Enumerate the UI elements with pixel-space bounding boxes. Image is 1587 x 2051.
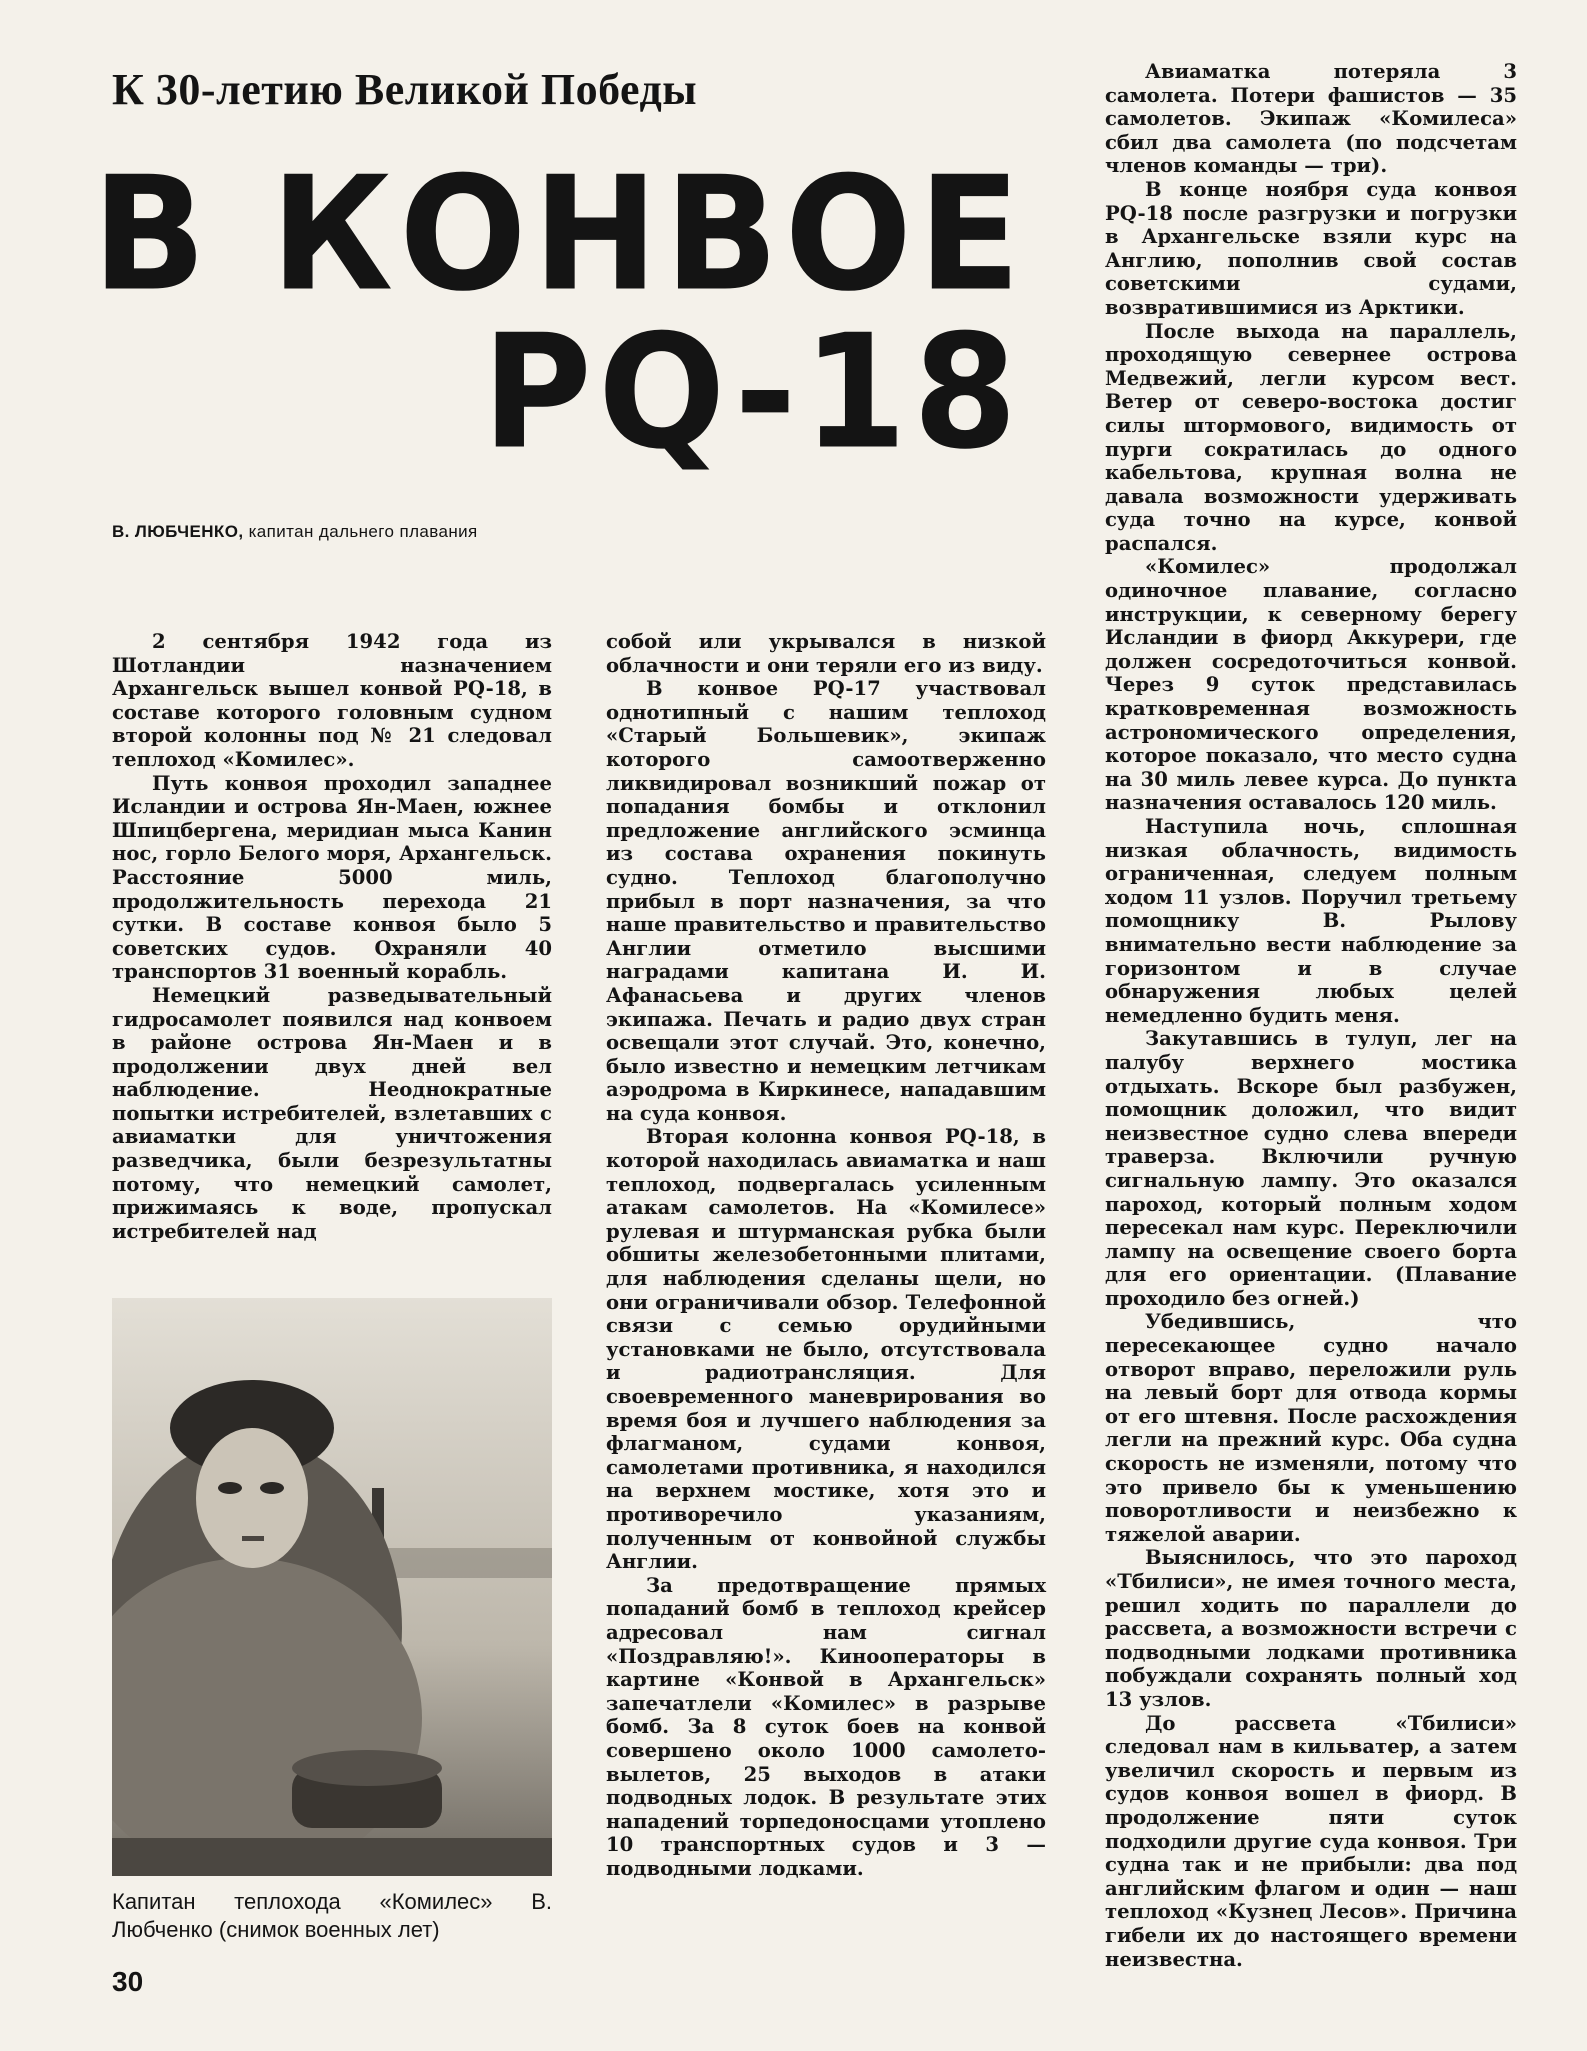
paragraph: За предотвращение прямых попаданий бомб в теплоход крейсер адресовал нам сигнал «Поздравляю!». Кинооператоры в картине «Конвой в Архангельск» запечатлели «Комилес» в разрыве бомб. За 8 суток боев на конвой совершено около 1000 самолето-вылетов, 25 выходов в атаки подводных лодок. В результате этих нападений торпедоносцами утоплено 10 транспортных судов и 3 — подводными лодками. — [606, 1573, 1046, 1880]
text-column-3 — [1105, 60, 1517, 1971]
photo-caption: Капитан теплохода «Комилес» В. Любченко (снимок военных лет) — [112, 1889, 552, 1942]
paragraph: Наступила ночь, сплошная низкая облачность, видимость ограниченная, следуем полным ходом 11 узлов. Поручил третьему помощнику В. Рылову внимательно вести наблюдение за горизонтом и в случае обнаружения любых целей немедленно будить меня. — [1105, 815, 1517, 1027]
paragraph: собой или укрывался в низкой облачности и они теряли его из виду. — [606, 630, 1046, 677]
headline-line-1: В КОНВОЕ — [92, 143, 1027, 327]
paragraph: Вторая колонна конвоя PQ-18, в которой находилась авиаматка и наш теплоход, подвергалась усиленным атакам самолетов. На «Комилесе» рулевая и штурманская рубка были обшиты железобетонными плитами, для наблюдения сделаны щели, но они ограничивали обзор. Телефонной связи с семью орудийными установками не было, отсутствовала и радиотрансляция. Для своевременного маневрирования во время боя и лучшего наблюдения за флагманом, судами конвоя, самолетами противника, я находился на верхнем мостике, хотя это и противоречило указаниям, полученным от конвойной службы Англии. — [606, 1125, 1046, 1574]
page-number: 30 — [112, 1966, 144, 1997]
paragraph: Закутавшись в тулуп, лег на палубу верхнего мостика отдыхать. Вскоре был разбужен, помощник доложил, что видит неизвестное судно слева впереди траверза. Включили ручную сигнальную лампу. Это оказался пароход, который полным ходом пересекал нам курс. Переключили лампу на освещение своего борта для его ориентации. (Плавание проходило без огней.) — [1105, 1027, 1517, 1310]
paragraph: Авиаматка потеряла 3 самолета. Потери фашистов — 35 самолетов. Экипаж «Комилеса» сбил два самолета (по подсчетам членов команды — три). — [1105, 60, 1517, 178]
paragraph: После выхода на параллель, проходящую севернее острова Медвежий, легли курсом вест. Ветер от северо-востока достиг силы штормового, видимость от пурги сократилась до одного кабельтова, крупная волна не давала возможности удерживать суда точно на курсе, конвой распался. — [1105, 319, 1517, 555]
captain-photo — [112, 1298, 552, 1876]
article-headline — [92, 143, 1042, 485]
paragraph: 2 сентября 1942 года из Шотландии назначением Архангельск вышел конвой PQ-18, в составе которого головным судном второй колонны под № 21 следовал теплоход «Комилес». — [112, 630, 552, 771]
paragraph: Немецкий разведывательный гидросамолет появился над конвоем в районе острова Ян-Маен и в продолжении двух дней вел наблюдение. Неоднократные попытки истребителей, взлетавших с авиаматки для уничтожения разведчика, были безрезультатны потому, что немецкий самолет, прижимаясь к воде, пропускал истребителей над — [112, 983, 552, 1243]
paragraph: Выяснилось, что это пароход «Тбилиси», не имея точного места, решил ходить по параллели до рассвета, а возможности встречи с подводными лодками противника побуждали сохранять полный ход 13 узлов. — [1105, 1546, 1517, 1711]
rubric-heading: К 30-летию Великой Победы — [112, 65, 698, 114]
paragraph: В конце ноября суда конвоя PQ-18 после разгрузки и погрузки в Архангельске взяли курс на Англию, пополнив свой состав советскими судами, возвратившимися из Арктики. — [1105, 177, 1517, 319]
paragraph: В конвое PQ-17 участвовал однотипный с нашим теплоход «Старый Большевик», экипаж которого самоотверженно ликвидировал возникший пожар от попадания бомбы и отклонил предложение английского эсминца из состава охранения покинуть судно. Теплоход благополучно прибыл в порт назначения, за что наше правительство и правительство Англии отметило высшими наградами капитана И. И. Афанасьева и других членов экипажа. Печать и радио двух стран освещали этот случай. Это, конечно, было известно и немецким летчикам аэродрома в Киркинесе, нападавшим на суда конвоя. — [606, 677, 1046, 1125]
paragraph: До рассвета «Тбилиси» следовал нам в кильватер, а затем увеличил скорость и первым из судов конвоя вошел в фиорд. В продолжение пяти суток подходили другие суда конвоя. Три судна так и не прибыли: два под английским флагом и один — наш теплоход «Кузнец Лесов». Причина гибели их до настоящего времени неизвестна. — [1105, 1711, 1517, 1971]
text-column-2 — [606, 630, 1046, 1880]
author-name: В. ЛЮБЧЕНКО, — [112, 522, 244, 541]
text-column-1 — [112, 630, 552, 1243]
byline — [112, 522, 478, 542]
headline-line-2: PQ-18 — [482, 301, 1024, 485]
paragraph: «Комилес» продолжал одиночное плавание, согласно инструкции, к северному берегу Исландии в фиорд Аккурери, где должен сосредоточиться конвой. Через 9 суток представилась кратковременная возможность астрономического определения, которое показало, что место судна на 30 миль левее курса. До пункта назначения оставалось 120 миль. — [1105, 555, 1517, 815]
paragraph: Путь конвоя проходил западнее Исландии и острова Ян-Маен, южнее Шпицбергена, меридиан мыса Канин нос, горло Белого моря, Архангельск. Расстояние 5000 миль, продолжительность перехода 21 сутки. В составе конвоя было 5 советских судов. Охраняли 40 транспортов 31 военный корабль. — [112, 771, 552, 984]
paragraph: Убедившись, что пересекающее судно начало отворот вправо, переложили руль на левый борт для отвода кормы от его штевня. После расхождения легли на прежний курс. Оба судна скорость не изменяли, потому что это привело бы к уменьшению поворотливости и неизбежно к тяжелой аварии. — [1105, 1310, 1517, 1546]
portrait-image — [112, 1298, 552, 1876]
author-role: капитан дальнего плавания — [248, 522, 478, 541]
